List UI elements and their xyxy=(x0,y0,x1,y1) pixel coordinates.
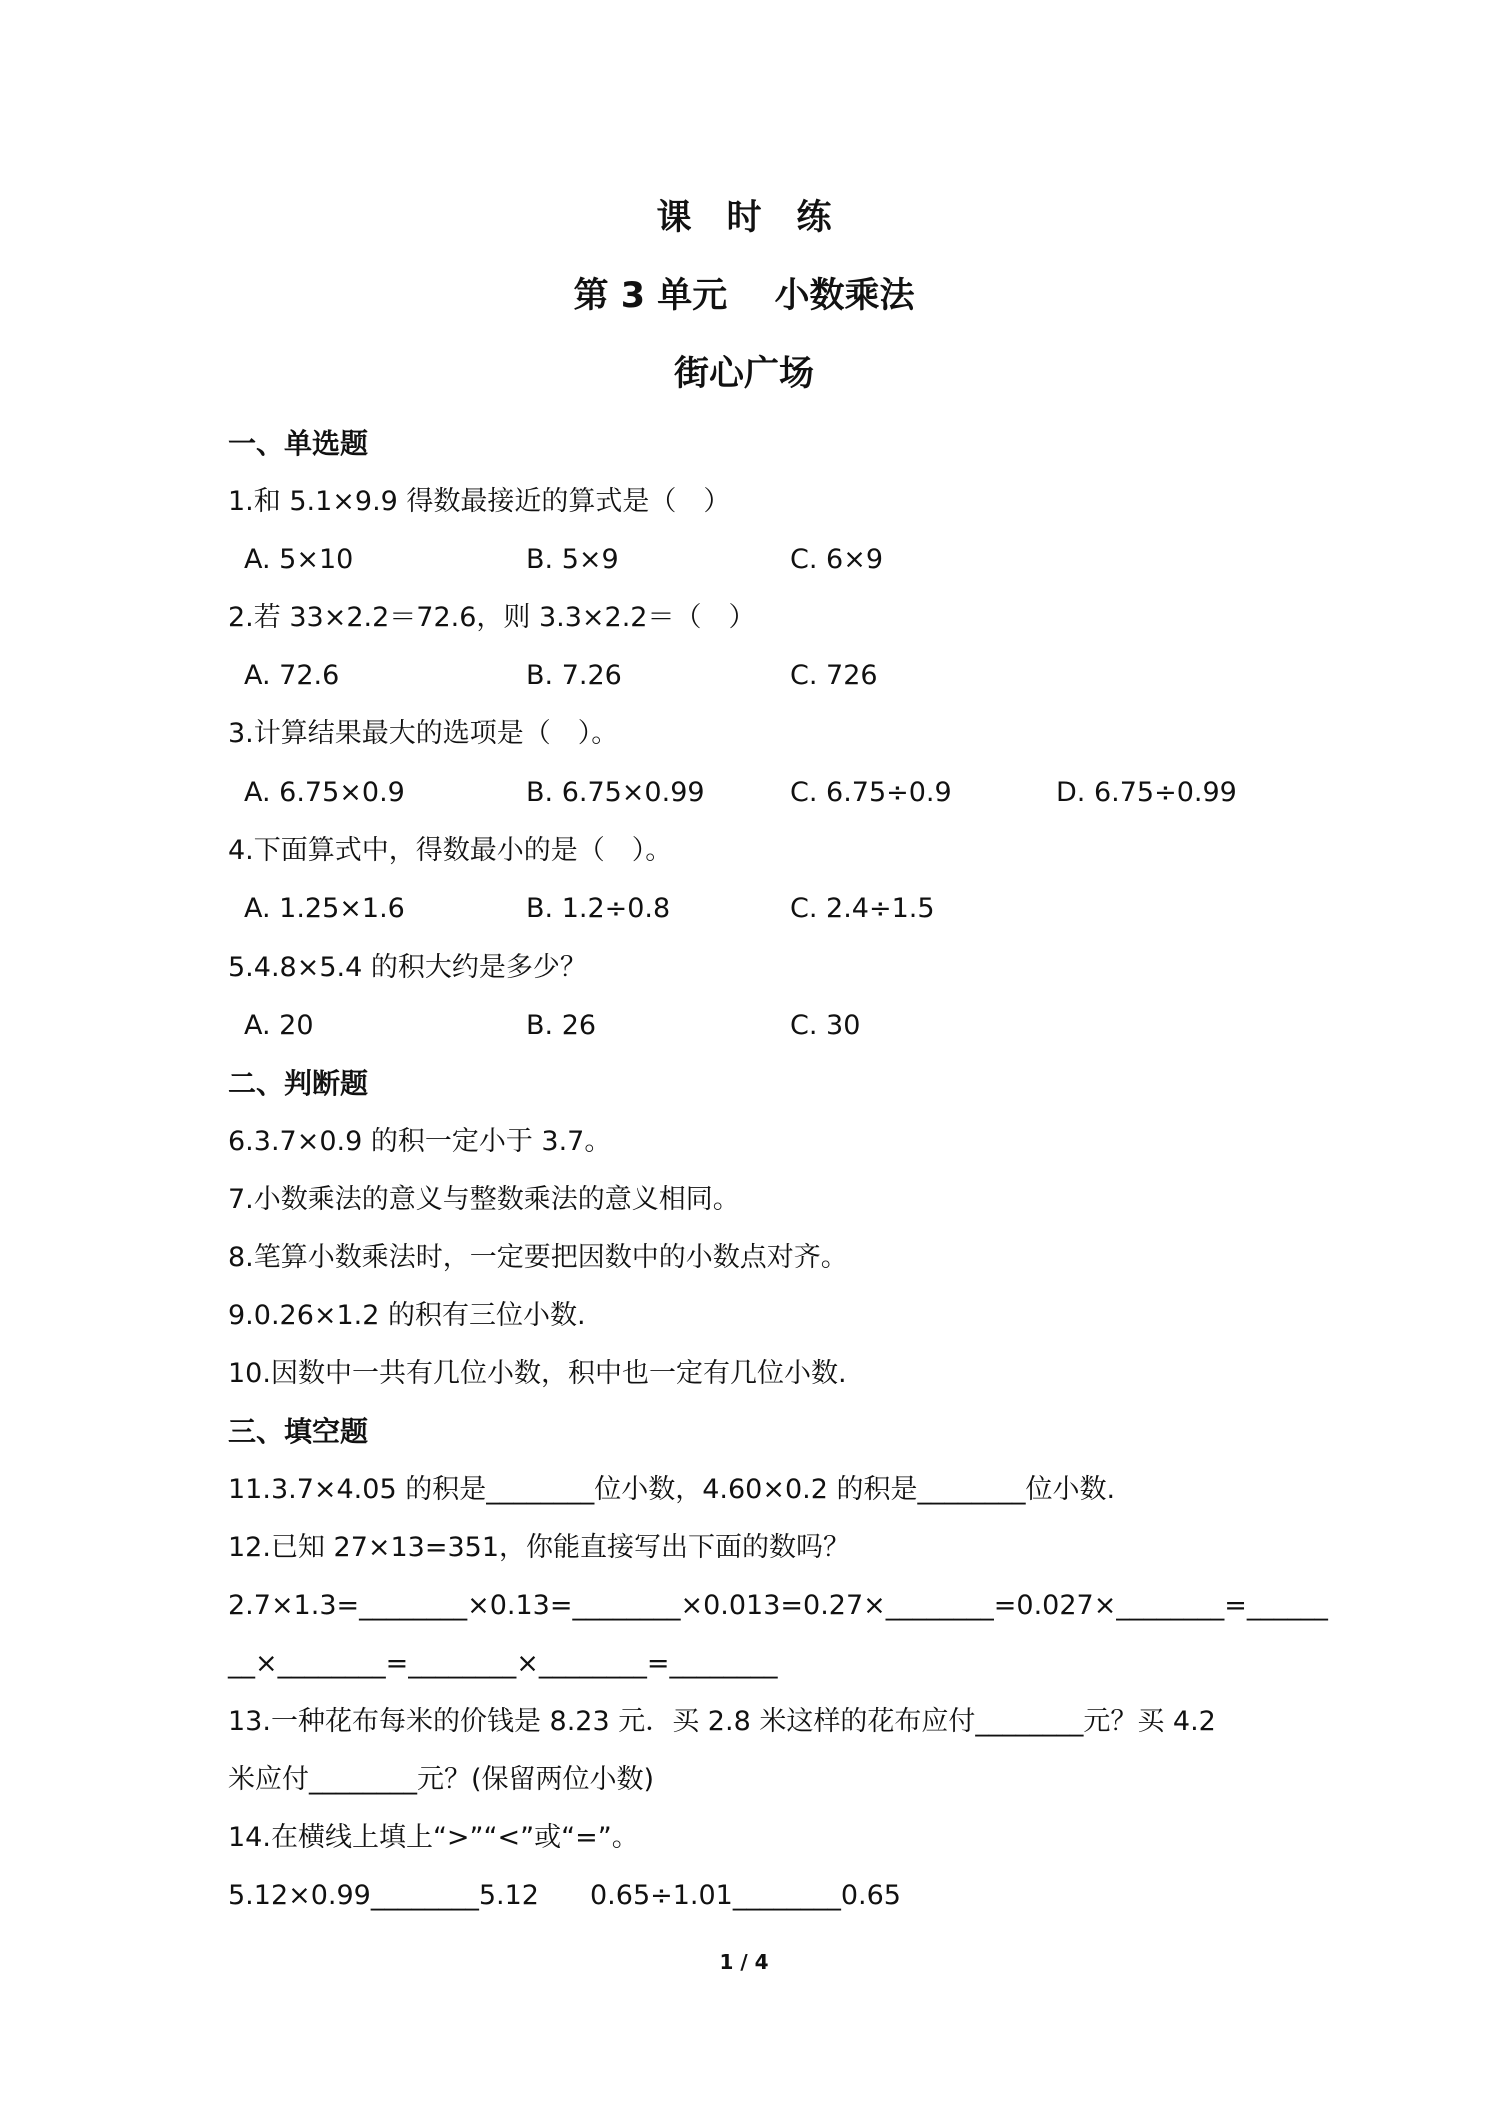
question-12-line-1: 2.7×1.3=________×0.13=________×0.013=0.27×________=0.027×________=______ xyxy=(228,1590,1328,1621)
q2-option-b: B. 7.26 xyxy=(526,660,622,691)
section-true-false: 二、判断题 xyxy=(228,1067,369,1100)
unit-title: 第 3 单元 小数乘法 xyxy=(573,276,915,316)
question-14: 14.在横线上填上“>”“<”或“=”。 xyxy=(228,1822,639,1853)
question-7: 7.小数乘法的意义与整数乘法的意义相同。 xyxy=(228,1184,740,1215)
q2-option-a: A. 72.6 xyxy=(244,660,340,691)
question-3: 3.计算结果最大的选项是（ ）。 xyxy=(228,718,619,749)
q1-option-a: A. 5×10 xyxy=(244,544,354,575)
question-14-b: 0.65÷1.01________0.65 xyxy=(590,1880,901,1911)
question-9: 9.0.26×1.2 的积有三位小数. xyxy=(228,1300,586,1331)
q1-option-c: C. 6×9 xyxy=(790,544,883,575)
question-14-a: 5.12×0.99________5.12 xyxy=(228,1880,539,1911)
q4-option-a: A. 1.25×1.6 xyxy=(244,893,405,924)
question-4: 4.下面算式中，得数最小的是（ ）。 xyxy=(228,835,673,866)
question-10: 10.因数中一共有几位小数，积中也一定有几位小数. xyxy=(228,1358,847,1389)
doc-title: 课 时 练 xyxy=(656,198,832,238)
q5-option-b: B. 26 xyxy=(526,1010,597,1041)
question-12-line-2: __×________=________×________=________ xyxy=(228,1648,778,1679)
question-13-line-2: 米应付________元？(保留两位小数) xyxy=(228,1764,655,1795)
question-5: 5.4.8×5.4 的积大约是多少？ xyxy=(228,952,587,983)
q4-option-b: B. 1.2÷0.8 xyxy=(526,893,671,924)
section-fill-blank: 三、填空题 xyxy=(228,1415,369,1448)
q2-option-c: C. 726 xyxy=(790,660,878,691)
question-1: 1.和 5.1×9.9 得数最接近的算式是（ ） xyxy=(228,486,731,517)
q5-option-a: A. 20 xyxy=(244,1010,314,1041)
page-number: 1 / 4 xyxy=(719,1950,769,1974)
q4-option-c: C. 2.4÷1.5 xyxy=(790,893,935,924)
section-single-choice: 一、单选题 xyxy=(228,427,369,460)
question-11: 11.3.7×4.05 的积是________位小数，4.60×0.2 的积是________位小数. xyxy=(228,1474,1116,1505)
question-6: 6.3.7×0.9 的积一定小于 3.7。 xyxy=(228,1126,612,1157)
question-13-line-1: 13.一种花布每米的价钱是 8.23 元．买 2.8 米这样的花布应付________元？买 4.2 xyxy=(228,1706,1216,1737)
q5-option-c: C. 30 xyxy=(790,1010,861,1041)
question-2: 2.若 33×2.2＝72.6，则 3.3×2.2＝（ ） xyxy=(228,602,756,633)
q3-option-a: A. 6.75×0.9 xyxy=(244,777,405,808)
question-8: 8.笔算小数乘法时，一定要把因数中的小数点对齐。 xyxy=(228,1242,848,1273)
q3-option-c: C. 6.75÷0.9 xyxy=(790,777,952,808)
q1-option-b: B. 5×9 xyxy=(526,544,619,575)
question-12: 12.已知 27×13=351，你能直接写出下面的数吗？ xyxy=(228,1532,851,1563)
q3-option-d: D. 6.75÷0.99 xyxy=(1056,777,1237,808)
q3-option-b: B. 6.75×0.99 xyxy=(526,777,705,808)
lesson-title: 街心广场 xyxy=(673,354,814,394)
